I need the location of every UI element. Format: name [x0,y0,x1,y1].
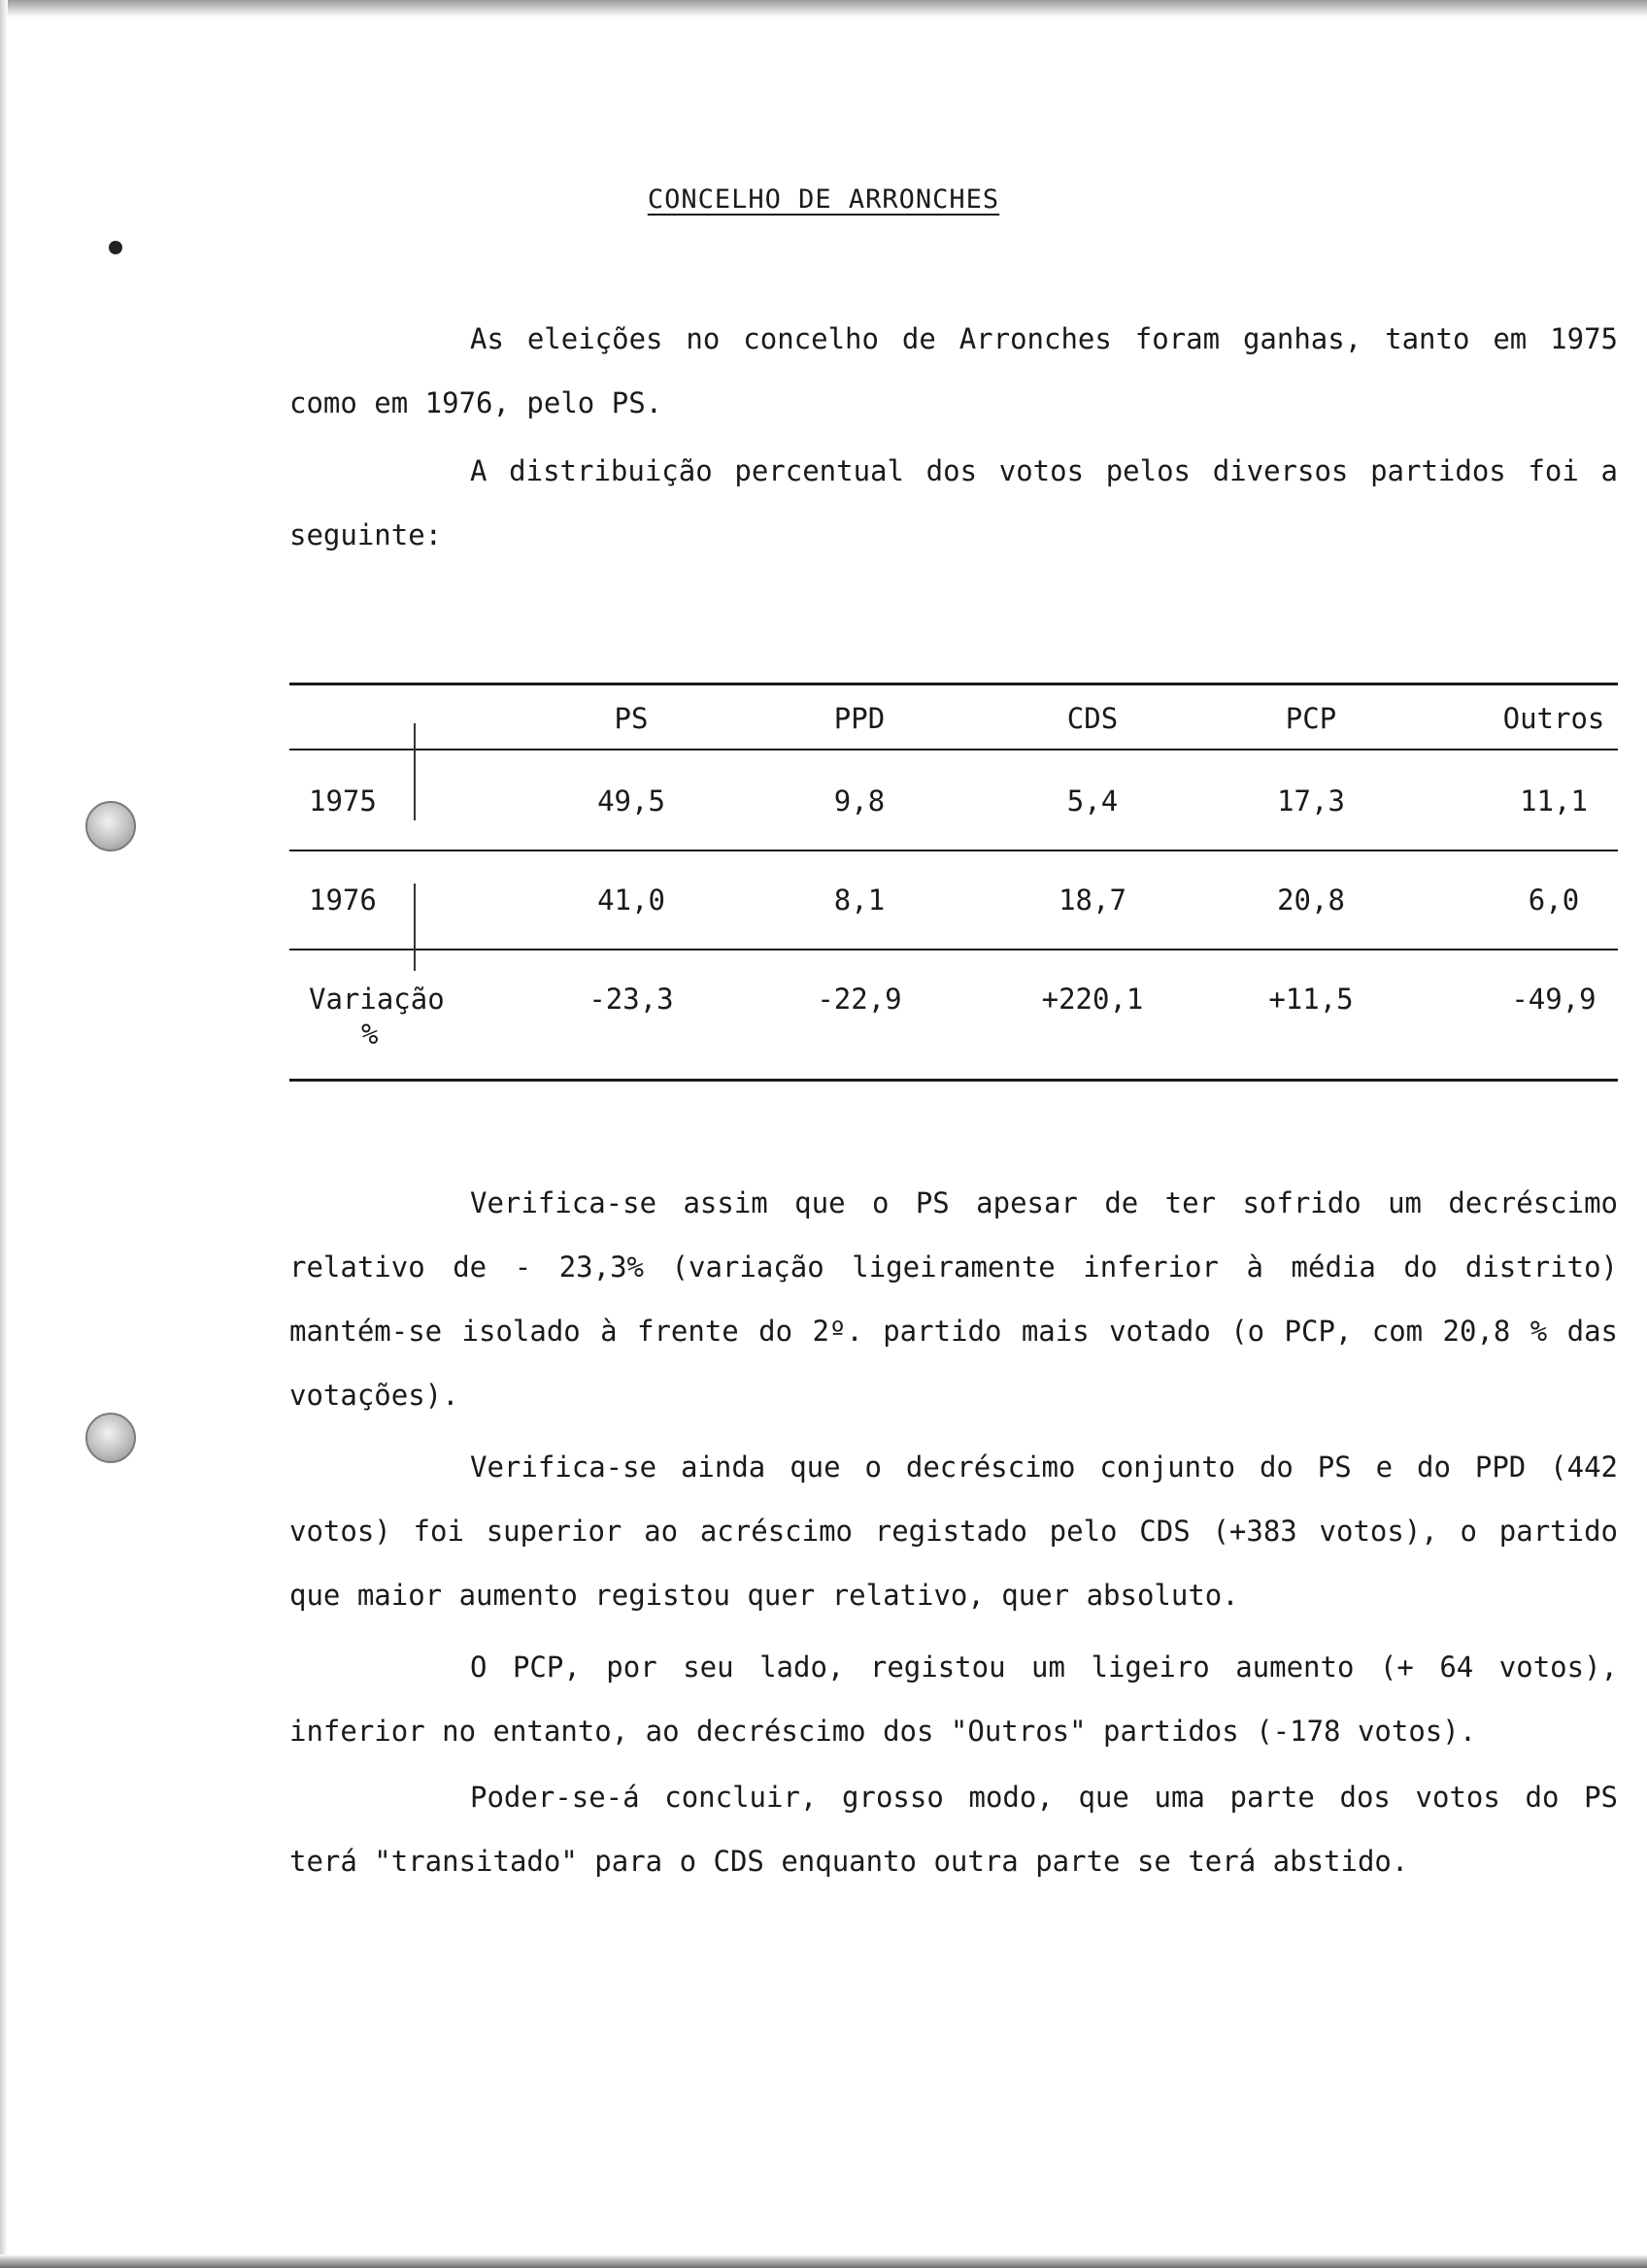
paragraph-2: A distribuição percentual dos votos pelos diversos partidos foi a seguinte: [289,454,1618,551]
table-row-rule [289,949,1618,951]
table-cell: 41,0 [597,884,665,917]
table-bottom-rule [289,1079,1618,1082]
scan-edge-left [0,0,8,2268]
table-cell: 17,3 [1277,784,1345,817]
table-cell: +11,5 [1268,983,1354,1016]
table-cell: 20,8 [1277,884,1345,917]
punch-hole-icon [85,801,136,851]
paragraph-3: Verifica-se assim que o PS apesar de ter sofrido um decréscimo relativo de - 23,3% (variação ligeiramente inferior à média do distrito) mantém-se isolado à frente do 2º. partido mais votado (o PCP, com 20,8 % das votações). [289,1186,1618,1412]
ink-speck [109,241,122,254]
table-row-label: Variação [309,983,445,1016]
pen-mark [414,723,416,820]
table-header-ppd: PPD [833,702,886,735]
table-cell: 18,7 [1059,884,1126,917]
paragraph-1: As eleições no concelho de Arronches foram ganhas, tanto em 1975 como em 1976, pelo PS. [289,322,1618,419]
table-row-label: 1975 [309,784,377,817]
table-cell: -23,3 [588,983,674,1016]
table-row-rule [289,850,1618,851]
table-cell: -49,9 [1511,983,1597,1016]
table-header-ps: PS [614,702,649,735]
table-header-outros: Outros [1502,702,1605,735]
table-cell: 49,5 [597,784,665,817]
paragraph-6: Poder-se-á concluir, grosso modo, que uma parte dos votos do PS terá "transitado" para o CDS enquanto outra parte se terá abstido. [289,1781,1618,1878]
table-cell: +220,1 [1041,983,1144,1016]
table-cell: 5,4 [1066,784,1119,817]
punch-hole-icon [85,1413,136,1463]
paragraph-5: O PCP, por seu lado, registou um ligeiro aumento (+ 64 votos), inferior no entanto, ao decréscimo dos "Outros" partidos (-178 votos). [289,1651,1618,1748]
table-header-pcp: PCP [1285,702,1337,735]
table-top-rule [289,683,1618,685]
table-cell: 9,8 [833,784,886,817]
table-row-label-unit: % [361,1017,379,1051]
table-header-cds: CDS [1066,702,1119,735]
table-row-label: 1976 [309,884,377,917]
scan-edge-bottom [0,2254,1647,2268]
paragraph-4: Verifica-se ainda que o decréscimo conjunto do PS e do PPD (442 votos) foi superior ao acréscimo registado pelo CDS (+383 votos), o partido que maior aumento registou quer relativo, quer absoluto. [289,1451,1618,1612]
pen-mark [414,884,416,971]
table-cell: 11,1 [1520,784,1588,817]
table-header-rule [289,749,1618,750]
table-cell: 8,1 [833,884,886,917]
page-title: CONCELHO DE ARRONCHES [647,184,1000,215]
table-cell: 6,0 [1528,884,1580,917]
table-cell: -22,9 [817,983,902,1016]
scan-edge-top [0,0,1647,17]
